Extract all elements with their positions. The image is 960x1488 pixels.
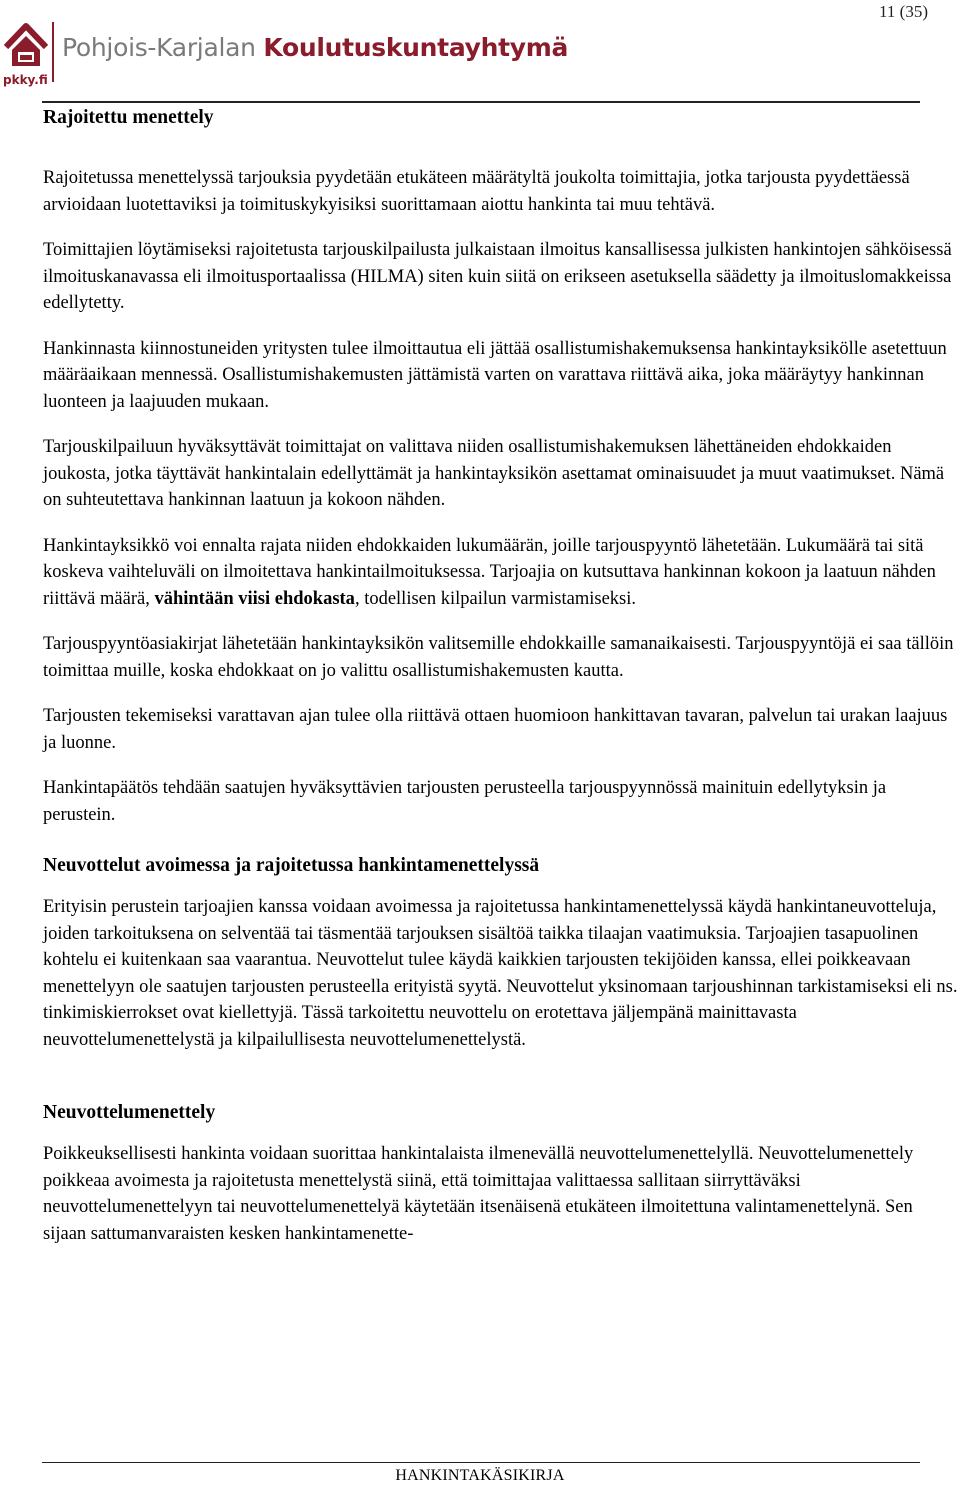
organization-name-regular: Pohjois-Karjalan (62, 33, 264, 62)
emphasized-text: vähintään viisi ehdokasta (154, 588, 355, 609)
footer-title: HANKINTAKÄSIKIRJA (395, 1467, 565, 1484)
paragraph-text: Hankintayksikkö voi ennalta rajata niiden ehdokkaiden lukumäärän, joille tarjouspyyntö lähetetään. Lukumäärä tai sitä koskeva vaihteluväli on ilmoitettava hankintailmoituksessa. Tarjoajia on kutsuttava hankinnan kokoon ja laatuun nähden riittävä määrä, (43, 535, 936, 609)
section-heading-neuvottelumenettely: Neuvottelumenettely (43, 1102, 216, 1123)
footer-divider (42, 1462, 920, 1463)
logo-badge-text: pkky.fi (3, 73, 48, 87)
paragraph: Hankintapäätös tehdään saatujen hyväksyttävien tarjousten perusteella tarjouspyynnössä mainituin edellytyksin ja perustein. (43, 778, 887, 825)
page-header (0, 0, 960, 102)
paragraph: Erityisin perustein tarjoajien kanssa voidaan avoimessa ja rajoitetussa hankintamenettelyssä käydä hankintaneuvotteluja, joiden tarkoituksena on selventää tai täsmentää tarjouksen sisältöä taikka tilaajan vaatimuksia. Tarjoajien tasapuolinen kohtelu ei kuitenkaan saa vaarantua. Neuvottelut tulee käydä kaikkien tarjousten tekijöiden kanssa, ellei poikkeavaan menettelyyn ole saatujen tarjousten perusteella erityistä syytä. Neuvottelut yksinomaan tarjoushinnan tarkistamiseksi eli ns. tinkimiskierrokset ovat kiellettyjä. Tässä tarkoitettu neuvottelu on erotettava jäljempänä mainittavasta neuvottelumenettelystä ja kilpailullisesta neuvottelumenettelystä. (43, 897, 958, 1050)
organization-name (62, 33, 568, 62)
paragraph: Tarjouskilpailuun hyväksyttävät toimittajat on valittava niiden osallistumishakemuksen lähettäneiden ehdokkaiden joukosta, jotka täyttävät hankintalain edellyttämät ja hankintayksikön asettamat ominaisuudet ja muut vaatimukset. Nämä on suhteutettava hankinnan laatuun ja kokoon nähden. (43, 437, 945, 510)
paragraph: Rajoitetussa menettelyssä tarjouksia pyydetään etukäteen määrätyltä joukolta toimittajia, jotka tarjousta pyydettäessä arvioidaan luotettaviksi ja toimituskykyisiksi suorittamaan aiottu hankinta tai muu tehtävä. (43, 168, 910, 215)
paragraph-text: , todellisen kilpailun varmistamiseksi. (354, 588, 636, 609)
section-heading-rajoitettu: Rajoitettu menettely (43, 107, 214, 128)
header-divider (42, 101, 920, 103)
page-number: 11 (35) (879, 2, 928, 21)
organization-name-bold: Koulutuskuntayhtymä (263, 33, 569, 62)
section-heading-neuvottelut: Neuvottelut avoimessa ja rajoitetussa hankintamenettelyssä (43, 855, 540, 876)
paragraph: Tarjousten tekemiseksi varattavan ajan tulee olla riittävä ottaen huomioon hankittavan tavaran, palvelun tai urakan laajuus ja luonne. (43, 706, 948, 753)
pkky-house-logo-icon (2, 14, 50, 92)
paragraph: Hankinnasta kiinnostuneiden yritysten tulee ilmoittautua eli jättää osallistumishakemuksensa hankintayksikölle asetettuun määräaikaan mennessä. Osallistumishakemusten jättämistä varten on varattava riittävä aika, joka määräytyy hankinnan luonteen ja laajuuden mukaan. (43, 338, 947, 412)
paragraph: Tarjouspyyntöasiakirjat lähetetään hankintayksikön valitsemille ehdokkaille samanaikaisesti. Tarjouspyyntöjä ei saa tällöin toimittaa muille, koska ehdokkaat on jo valittu osallistumishakemusten kautta. (43, 634, 954, 681)
document-body (43, 106, 959, 1247)
paragraph: Poikkeuksellisesti hankinta voidaan suorittaa hankintalaista ilmenevällä neuvottelumenettelyllä. Neuvottelumenettely poikkeaa avoimesta ja rajoitetusta menettelystä siinä, että toimittajaa valittaessa sallitaan siirryttäväksi neuvottelumenettelyyn tai neuvottelumenettelyä käytetään itsenäisenä etukäteen ilmoitettuna valintamenettelynä. Sen sijaan sattumanvaraisten kesken hankintamenette- (43, 1144, 914, 1244)
paragraph: Toimittajien löytämiseksi rajoitetusta tarjouskilpailusta julkaistaan ilmoitus kansallisessa julkisten hankintojen sähköisessä ilmoituskanavassa eli ilmoitusportaalissa (HILMA) siten kuin siitä on erikseen asetuksella säädetty ja ilmoituslomakkeissa edellytetty. (43, 240, 952, 313)
logo-divider (52, 22, 54, 82)
paragraph (43, 533, 959, 613)
